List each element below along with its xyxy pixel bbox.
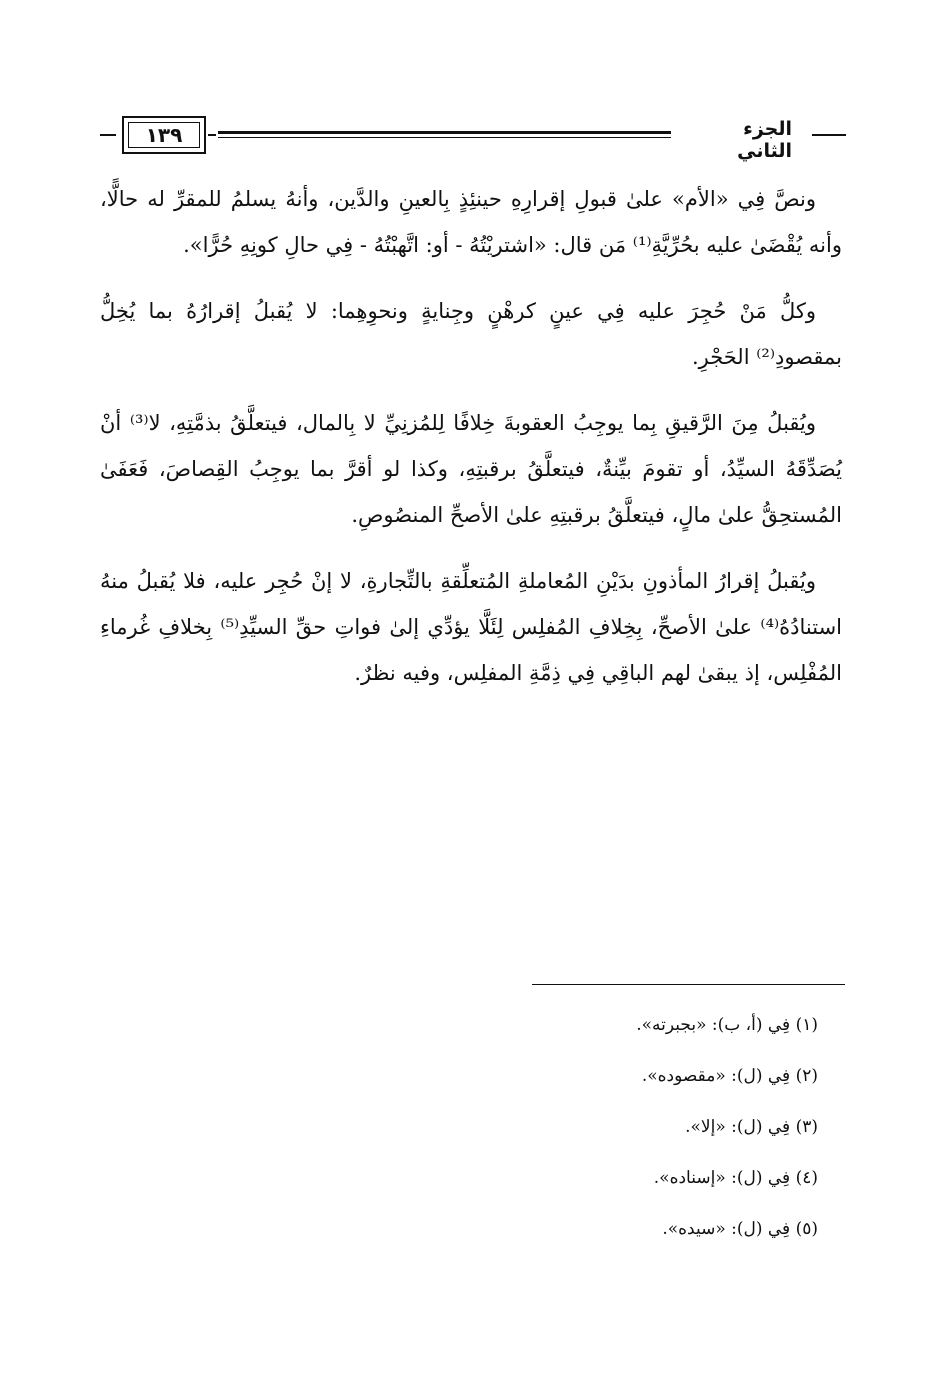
- paragraph-2: وكلُّ مَنْ حُجِرَ عليه فِي عينٍ كرهْنٍ وجِنايةٍ ونحوِهِما: لا يُقبلُ إقرارُهُ بما يُخِلُّ بمقصودِ⁽²⁾ الحَجْرِ.: [100, 299, 842, 369]
- header-rule-thin: [218, 137, 671, 138]
- page-number-frame: [122, 116, 206, 154]
- page-number: ١٣٩: [128, 122, 200, 148]
- footnote-2: (٢) فِي (ل): «مقصوده».: [641, 1066, 818, 1086]
- main-text: [100, 176, 842, 716]
- paragraph-4: ويُقبلُ إقرارُ المأذونِ بدَيْنِ المُعاملةِ المُتعلِّقةِ بالتِّجارةِ، لا إنْ حُجِر عليه، فلا يُقبلُ منهُ استنادُهُ⁽⁴⁾ علىٰ الأصحِّ، بِخِلافِ المُفلِس لِئَلَّا يؤدِّي إلىٰ فواتِ حقِّ السيِّدِ⁽⁵⁾ بِخلافِ غُرماءِ المُفْلِس، إذ يبقىٰ لهم الباقِي فِي ذِمَّةِ المفلِس، وفيه نظرٌ.: [100, 569, 842, 685]
- footnote-5: (٥) فِي (ل): «سيده».: [662, 1219, 818, 1239]
- footnote-1: (١) فِي (أ، ب): «بجبرته».: [636, 1015, 818, 1035]
- footnote-4: (٤) فِي (ل): «إسناده».: [653, 1168, 818, 1188]
- footnote-3: (٣) فِي (ل): «إلا».: [685, 1117, 818, 1137]
- footnote-separator: [532, 984, 845, 985]
- header-right-tick: [812, 134, 846, 136]
- header-left-tick: [100, 134, 116, 136]
- paragraph-3: ويُقبلُ مِنَ الرَّقيقِ بِما يوجِبُ العقوبةَ خِلافًا لِلمُزنِيِّ لا بِالمال، فيتعلَّقُ بذمَّتِهِ، لا⁽³⁾ أنْ يُصَدِّقَهُ السيِّدُ، أو تقومَ بيِّنةٌ، فيتعلَّقُ برقبتِهِ، وكذا لو أقرَّ بما يوجِبُ القِصاصَ، فَعَفَىٰ المُستحِقُّ علىٰ مالٍ، فيتعلَّقُ برقبتِهِ علىٰ الأصحِّ المنصُوصِ.: [100, 411, 842, 527]
- header-rule-thick: [218, 131, 671, 134]
- paragraph-1: ونصَّ فِي «الأم» علىٰ قبولِ إقرارِهِ حينئِذٍ بِالعينِ والدَّين، وأنهُ يسلمُ للمقرِّ له حالًّا، وأنه يُقْضَىٰ عليه بحُرِّيَّةِ⁽¹⁾ مَن قال: «اشتريْتُهُ - أو: اتَّهبْتُهُ - فِي حالِ كونِهِ حُرًّا».: [100, 187, 842, 257]
- header-mid-tick: [208, 134, 216, 136]
- page-header: [100, 112, 848, 162]
- footnotes: [300, 1000, 818, 1255]
- volume-title: الجزء الثاني: [737, 118, 792, 162]
